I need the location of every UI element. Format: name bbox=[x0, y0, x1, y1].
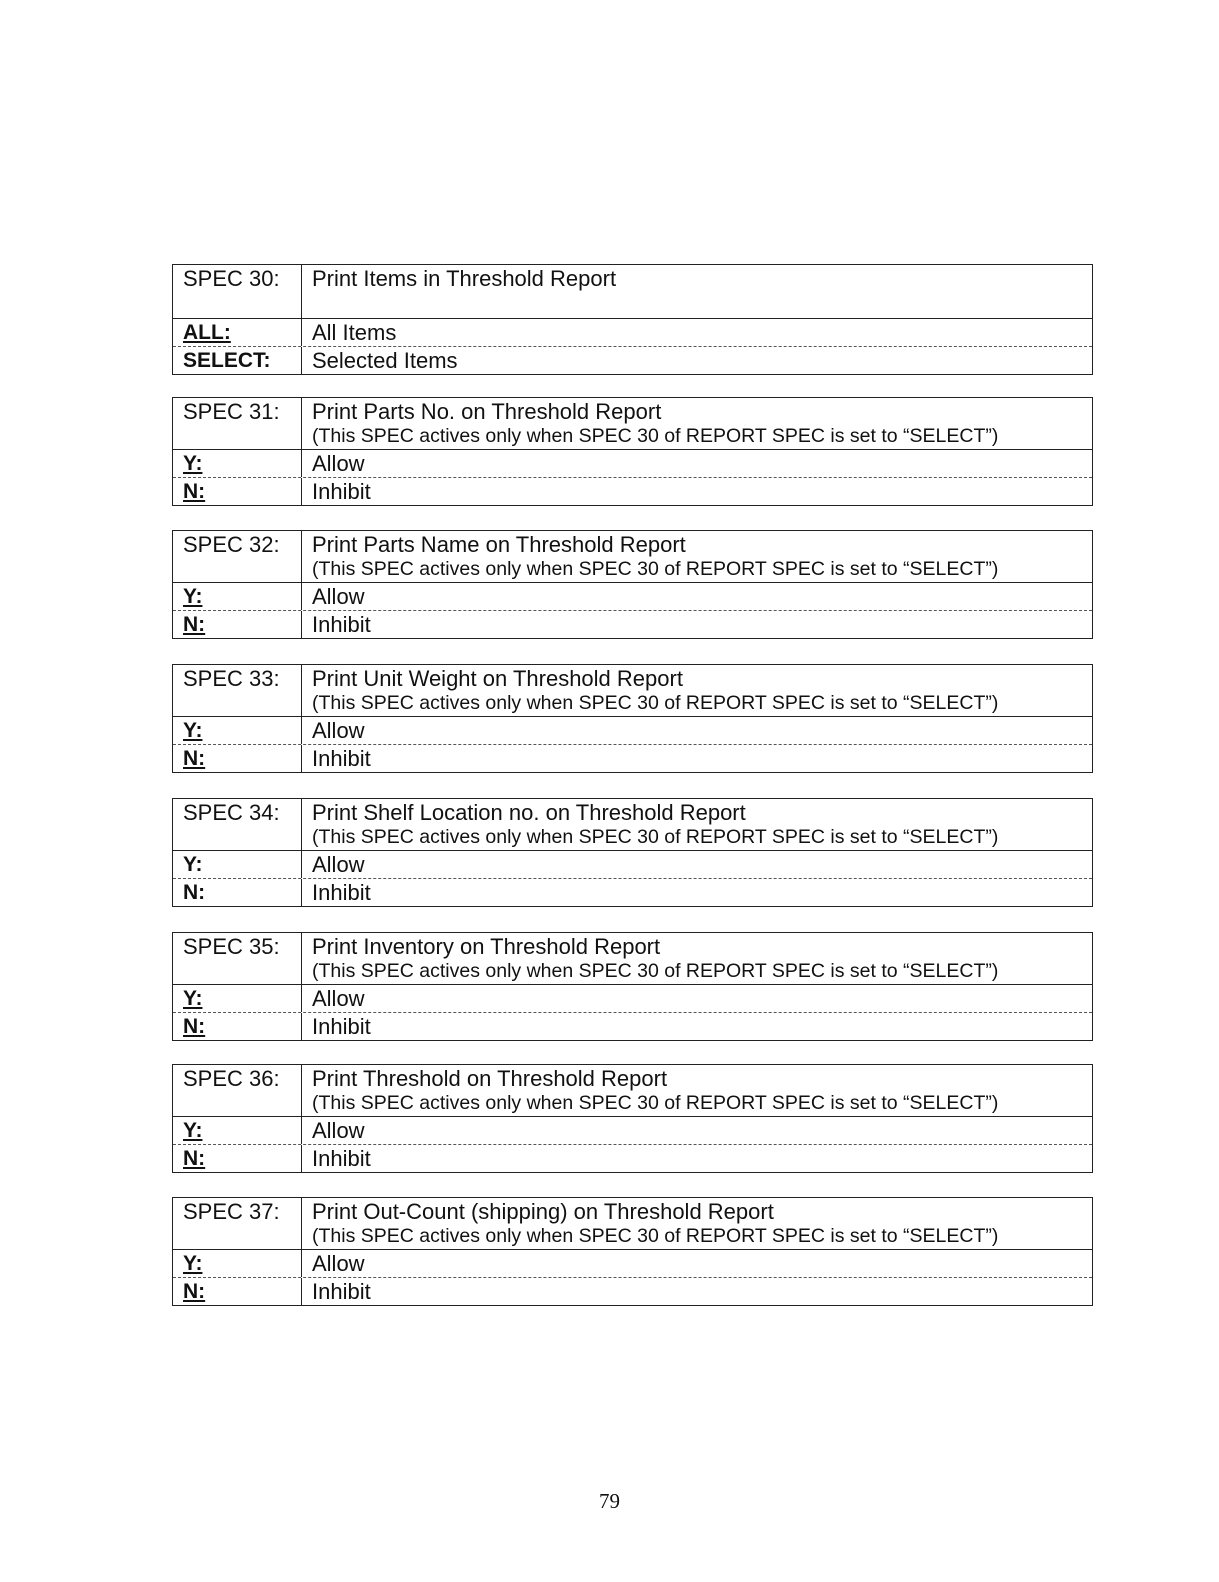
option-value: Inhibit bbox=[312, 880, 371, 905]
option-value: Selected Items bbox=[312, 348, 458, 373]
option-value: Inhibit bbox=[312, 612, 371, 637]
spec-title: Print Shelf Location no. on Threshold Report bbox=[312, 800, 746, 825]
option-value: Inhibit bbox=[312, 1279, 371, 1304]
spec-option-row bbox=[173, 1250, 1092, 1278]
option-value: Allow bbox=[312, 451, 365, 476]
option-value: Allow bbox=[312, 1118, 365, 1143]
spec-option-row bbox=[173, 879, 1092, 906]
option-key: N: bbox=[183, 613, 206, 636]
option-key: Y: bbox=[183, 987, 203, 1010]
spec-note: (This SPEC actives only when SPEC 30 of REPORT SPEC is set to “SELECT”) bbox=[312, 1092, 999, 1114]
spec-title: Print Items in Threshold Report bbox=[312, 266, 617, 291]
spec-table-34 bbox=[172, 798, 1093, 907]
option-key: N: bbox=[183, 881, 206, 904]
spec-label: SPEC 33: bbox=[173, 665, 302, 716]
spec-table-30 bbox=[172, 264, 1093, 375]
spec-title: Print Out-Count (shipping) on Threshold Report bbox=[312, 1199, 774, 1224]
spec-option-row bbox=[173, 450, 1092, 478]
spec-option-row bbox=[173, 1117, 1092, 1145]
spec-title: Print Parts Name on Threshold Report bbox=[312, 532, 686, 557]
spec-title: Print Parts No. on Threshold Report bbox=[312, 399, 662, 424]
option-value: Inhibit bbox=[312, 1014, 371, 1039]
spec-label: SPEC 36: bbox=[173, 1065, 302, 1116]
spec-label: SPEC 30: bbox=[173, 265, 302, 318]
spec-label: SPEC 32: bbox=[173, 531, 302, 582]
option-value: Allow bbox=[312, 718, 365, 743]
spec-option-row bbox=[173, 478, 1092, 505]
spec-option-row bbox=[173, 1013, 1092, 1040]
option-value: Allow bbox=[312, 852, 365, 877]
option-value: Inhibit bbox=[312, 479, 371, 504]
spec-note: (This SPEC actives only when SPEC 30 of REPORT SPEC is set to “SELECT”) bbox=[312, 960, 999, 982]
spec-note: (This SPEC actives only when SPEC 30 of REPORT SPEC is set to “SELECT”) bbox=[312, 425, 999, 447]
option-key: N: bbox=[183, 480, 206, 503]
option-key: SELECT: bbox=[183, 349, 271, 372]
option-value: Inhibit bbox=[312, 1146, 371, 1171]
spec-label: SPEC 31: bbox=[173, 398, 302, 449]
option-key: Y: bbox=[183, 1119, 203, 1142]
spec-title: Print Inventory on Threshold Report bbox=[312, 934, 661, 959]
spec-title: Print Unit Weight on Threshold Report bbox=[312, 666, 683, 691]
option-value: Allow bbox=[312, 584, 365, 609]
spec-label: SPEC 37: bbox=[173, 1198, 302, 1249]
spec-table-35 bbox=[172, 932, 1093, 1041]
option-value: Allow bbox=[312, 986, 365, 1011]
spec-option-row bbox=[173, 1278, 1092, 1305]
spec-option-row bbox=[173, 851, 1092, 879]
spec-label: SPEC 34: bbox=[173, 799, 302, 850]
spec-table-31 bbox=[172, 397, 1093, 506]
spec-note: (This SPEC actives only when SPEC 30 of REPORT SPEC is set to “SELECT”) bbox=[312, 826, 999, 848]
option-value: All Items bbox=[312, 320, 397, 345]
option-key: N: bbox=[183, 1147, 206, 1170]
spec-option-row bbox=[173, 611, 1092, 638]
option-key: N: bbox=[183, 1280, 206, 1303]
option-key: Y: bbox=[183, 452, 203, 475]
spec-option-row bbox=[173, 745, 1092, 772]
option-key: Y: bbox=[183, 585, 203, 608]
spec-table-37 bbox=[172, 1197, 1093, 1306]
option-key: Y: bbox=[183, 1252, 203, 1275]
spec-note: (This SPEC actives only when SPEC 30 of REPORT SPEC is set to “SELECT”) bbox=[312, 558, 999, 580]
option-key: Y: bbox=[183, 853, 203, 876]
spec-option-row bbox=[173, 347, 1092, 374]
spec-option-row bbox=[173, 985, 1092, 1013]
spec-table-36 bbox=[172, 1064, 1093, 1173]
spec-table-33 bbox=[172, 664, 1093, 773]
option-key: Y: bbox=[183, 719, 203, 742]
option-value: Inhibit bbox=[312, 746, 371, 771]
spec-label: SPEC 35: bbox=[173, 933, 302, 984]
option-key: N: bbox=[183, 747, 206, 770]
spec-note: (This SPEC actives only when SPEC 30 of REPORT SPEC is set to “SELECT”) bbox=[312, 1225, 999, 1247]
spec-option-row bbox=[173, 319, 1092, 347]
option-value: Allow bbox=[312, 1251, 365, 1276]
spec-option-row bbox=[173, 717, 1092, 745]
spec-table-32 bbox=[172, 530, 1093, 639]
spec-option-row bbox=[173, 583, 1092, 611]
page-number: 79 bbox=[599, 1489, 620, 1513]
spec-option-row bbox=[173, 1145, 1092, 1172]
spec-note: (This SPEC actives only when SPEC 30 of REPORT SPEC is set to “SELECT”) bbox=[312, 692, 999, 714]
option-key: ALL: bbox=[183, 321, 231, 344]
spec-title: Print Threshold on Threshold Report bbox=[312, 1066, 668, 1091]
option-key: N: bbox=[183, 1015, 206, 1038]
